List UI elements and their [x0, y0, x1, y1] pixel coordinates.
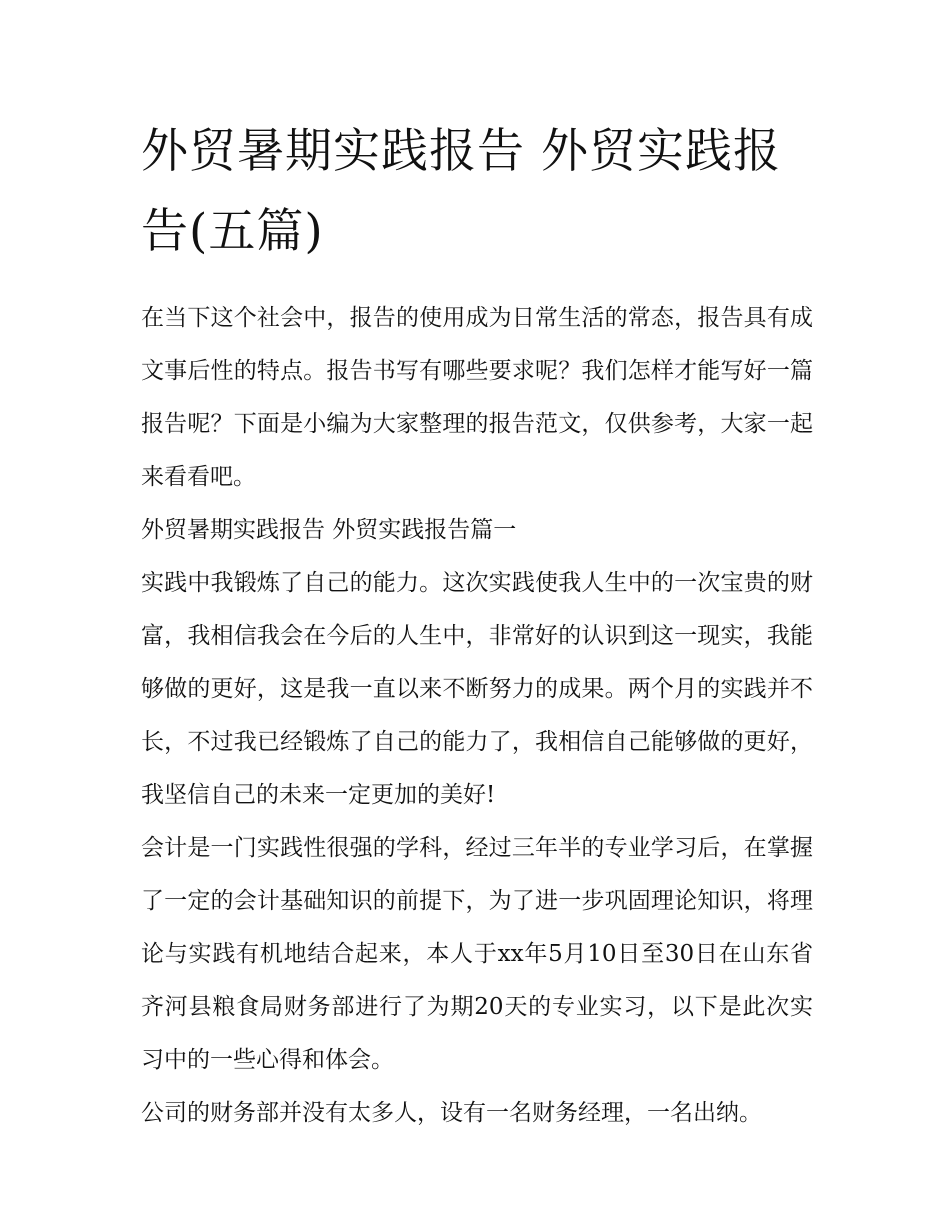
body-paragraph: 会计是一门实践性很强的学科，经过三年半的专业学习后，在掌握了一定的会计基础知识的前提下，为了进一步巩固理论知识，将理论与实践有机地结合起来，本人于xx年5月10日至30日在山东省齐河县粮食局财务部进行了为期20天的专业实习，以下是此次实习中的一些心得和体会。: [141, 835, 813, 1073]
intro-paragraph: 在当下这个社会中，报告的使用成为日常生活的常态，报告具有成文事后性的特点。报告书写有哪些要求呢？我们怎样才能写好一篇报告呢？下面是小编为大家整理的报告范文，仅供参考，大家一起来看看吧。: [141, 305, 813, 490]
document-body: [141, 112, 813, 1140]
document-title: 外贸暑期实践报告 外贸实践报告(五篇): [141, 124, 781, 259]
body-paragraph: 公司的财务部并没有太多人，设有一名财务经理，一名出纳。: [141, 1100, 762, 1126]
section-heading: 外贸暑期实践报告 外贸实践报告篇一: [141, 517, 517, 543]
body-paragraph: 实践中我锻炼了自己的能力。这次实践使我人生中的一次宝贵的财富，我相信我会在今后的人生中，非常好的认识到这一现实，我能够做的更好，这是我一直以来不断努力的成果。两个月的实践并不长，不过我已经锻炼了自己的能力了，我相信自己能够做的更好，我坚信自己的未来一定更加的美好!: [141, 570, 813, 808]
